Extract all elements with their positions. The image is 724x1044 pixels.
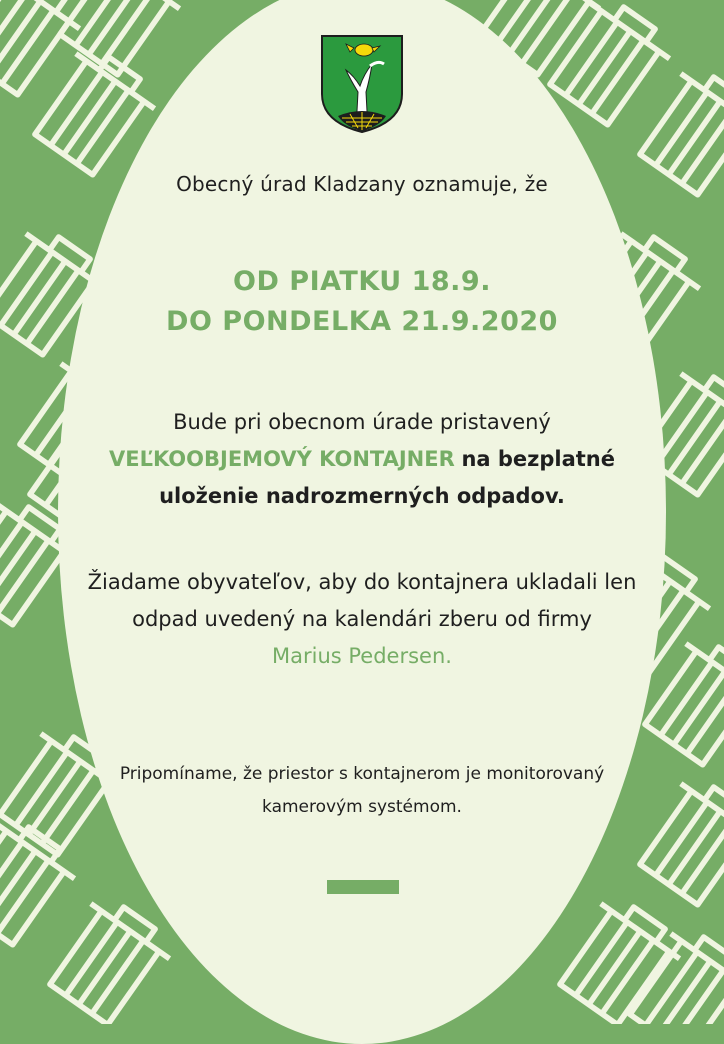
container-highlight: VEĽKOOBJEMOVÝ KONTAJNER [109, 447, 455, 471]
camera-reminder: Pripomíname, že priestor s kontajnerom je monitorovaný kamerovým systémom. [119, 764, 605, 817]
announcement-line: Bude pri obecnom úrade pristavený [173, 410, 551, 434]
residents-request [70, 564, 654, 675]
oversized-waste-text: uloženie nadrozmerných odpadov. [159, 484, 565, 508]
announcement-line-2 [70, 441, 654, 478]
free-disposal-text: na bezplatné [461, 447, 615, 471]
request-text: Žiadame obyvateľov, aby do kontajnera ukladali len odpad uvedený na kalendári zberu od firmy [87, 570, 637, 631]
date-start: OD PIATKU 18.9. [233, 266, 491, 297]
coat-of-arms-icon [320, 34, 404, 134]
date-range [0, 262, 724, 342]
intro-text: Obecný úrad Kladzany oznamuje, že [176, 172, 548, 196]
date-end: DO PONDELKA 21.9.2020 [166, 306, 558, 337]
container-announcement [70, 404, 654, 515]
company-name: Marius Pedersen. [272, 644, 452, 668]
footer-bar [327, 880, 399, 894]
